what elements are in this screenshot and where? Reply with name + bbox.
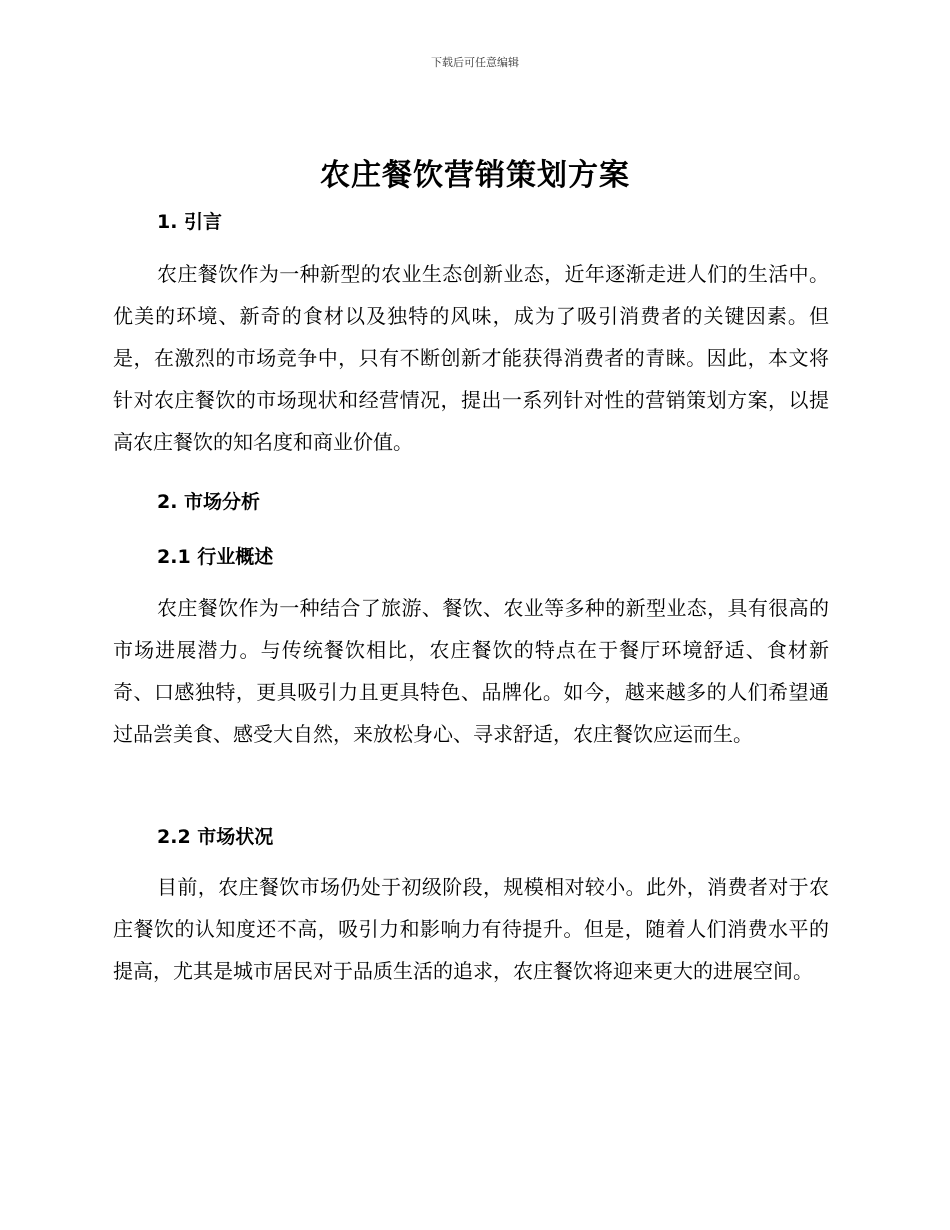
page-header-note: 下载后可任意编辑 <box>431 56 519 69</box>
document-title: 农庄餐饮营销策划方案 <box>320 158 630 193</box>
section-heading-market-analysis: 2. 市场分析 <box>157 491 261 513</box>
section-heading-industry-overview: 2.1 行业概述 <box>157 546 274 568</box>
section-heading-introduction: 1. 引言 <box>157 211 223 233</box>
section-paragraph-industry-overview: 农庄餐饮作为一种结合了旅游、餐饮、农业等多种的新型业态，具有很高的市场进展潜力。与传统餐饮相比，农庄餐饮的特点在于餐厅环境舒适、食材新奇、口感独特，更具吸引力且更具特色、品牌化。如今，越来越多的人们希望通过品尝美食、感受大自然，来放松身心、寻求舒适，农庄餐饮应运而生。 <box>113 596 829 746</box>
section-paragraph-market-status: 目前，农庄餐饮市场仍处于初级阶段，规模相对较小。此外，消费者对于农庄餐饮的认知度还不高，吸引力和影响力有待提升。但是，随着人们消费水平的提高，尤其是城市居民对于品质生活的追求，农庄餐饮将迎来更大的进展空间。 <box>113 875 829 983</box>
section-paragraph-introduction: 农庄餐饮作为一种新型的农业生态创新业态，近年逐渐走进人们的生活中。优美的环境、新奇的食材以及独特的风味，成为了吸引消费者的关键因素。但是，在激烈的市场竞争中，只有不断创新才能获得消费者的青睐。因此，本文将针对农庄餐饮的市场现状和经营情况，提出一系列针对性的营销策划方案，以提高农庄餐饮的知名度和商业价值。 <box>113 262 829 454</box>
section-heading-market-status: 2.2 市场状况 <box>157 826 274 848</box>
